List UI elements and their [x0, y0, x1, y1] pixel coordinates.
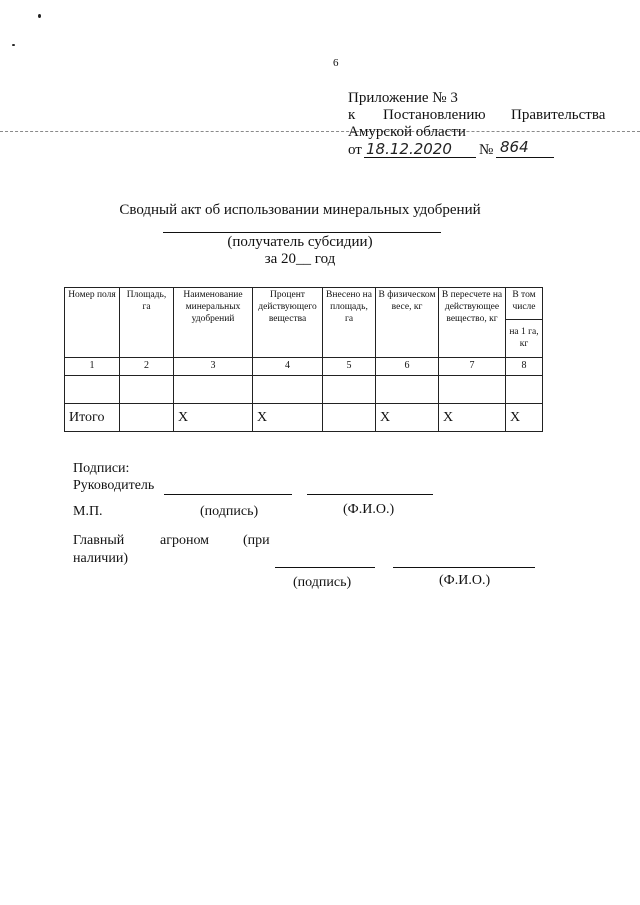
- header-fertilizer-name: Наименование минеральных удобрений: [174, 288, 253, 358]
- column-number: 1: [65, 358, 120, 376]
- total-cell: Х: [253, 404, 323, 432]
- appendix-line-1: Приложение № 3: [348, 90, 458, 106]
- header-area: Площадь, га: [120, 288, 174, 358]
- header-physical-weight: В физическом весе, кг: [376, 288, 439, 358]
- agronom-word-1: Главный: [73, 533, 125, 548]
- scan-mark: [12, 44, 15, 46]
- name-caption-2: (Ф.И.О.): [439, 573, 491, 588]
- total-row: [65, 404, 543, 432]
- signature-caption: (подпись): [200, 504, 259, 519]
- header-including: В том числе: [506, 288, 543, 320]
- scan-mark: [38, 14, 41, 18]
- header-active-substance: В пересчете на действующее вещество, кг: [439, 288, 506, 358]
- page-number: 6: [333, 57, 339, 69]
- head-label: Руководитель: [73, 478, 155, 493]
- recipient-underline: [163, 232, 441, 233]
- column-number: 2: [120, 358, 174, 376]
- total-label: Итого: [65, 404, 120, 432]
- signatures-heading: Подписи:: [73, 461, 130, 476]
- agronom-signature-line: [275, 567, 375, 568]
- number-underline: [496, 157, 554, 158]
- total-cell: Х: [506, 404, 543, 432]
- agronom-word-4: наличии): [73, 551, 128, 566]
- year-label: за 20__ год: [264, 251, 336, 267]
- appendix-line-2-gov: Правительства: [511, 107, 606, 123]
- agronom-word-3: (при: [243, 533, 270, 548]
- head-signature-line: [164, 494, 292, 495]
- column-number: 8: [506, 358, 543, 376]
- name-caption: (Ф.И.О.): [343, 502, 395, 517]
- total-cell: Х: [376, 404, 439, 432]
- column-number: 3: [174, 358, 253, 376]
- total-cell: Х: [439, 404, 506, 432]
- fold-line: [0, 131, 640, 132]
- total-cell: [323, 404, 376, 432]
- date-value: 18.12.2020: [366, 140, 452, 158]
- empty-data-row: [65, 376, 543, 404]
- header-applied-area: Внесено на площадь, га: [323, 288, 376, 358]
- fertilizer-table: [64, 287, 543, 432]
- agronom-name-line: [393, 567, 535, 568]
- appendix-line-2-k: к: [348, 107, 356, 123]
- column-number: 6: [376, 358, 439, 376]
- head-name-line: [307, 494, 433, 495]
- appendix-line-3: Амурской области: [348, 124, 466, 140]
- document-title: Сводный акт об использовании минеральных удобрений: [119, 202, 481, 218]
- header-active-percent: Процент действующего вещества: [253, 288, 323, 358]
- total-cell: [120, 404, 174, 432]
- header-field-number: Номер поля: [65, 288, 120, 358]
- recipient-label: (получатель субсидии): [227, 234, 373, 250]
- date-prefix: от: [348, 142, 362, 158]
- number-value: 864: [500, 138, 529, 156]
- header-per-hectare: на 1 га, кг: [506, 320, 543, 358]
- date-underline: [364, 157, 476, 158]
- number-sign: №: [479, 142, 494, 158]
- column-number: 4: [253, 358, 323, 376]
- column-number: 7: [439, 358, 506, 376]
- stamp-label: М.П.: [73, 504, 103, 519]
- total-cell: Х: [174, 404, 253, 432]
- column-number: 5: [323, 358, 376, 376]
- agronom-word-2: агроном: [160, 533, 210, 548]
- signature-caption-2: (подпись): [293, 575, 352, 590]
- appendix-line-2-post: Постановлению: [383, 107, 486, 123]
